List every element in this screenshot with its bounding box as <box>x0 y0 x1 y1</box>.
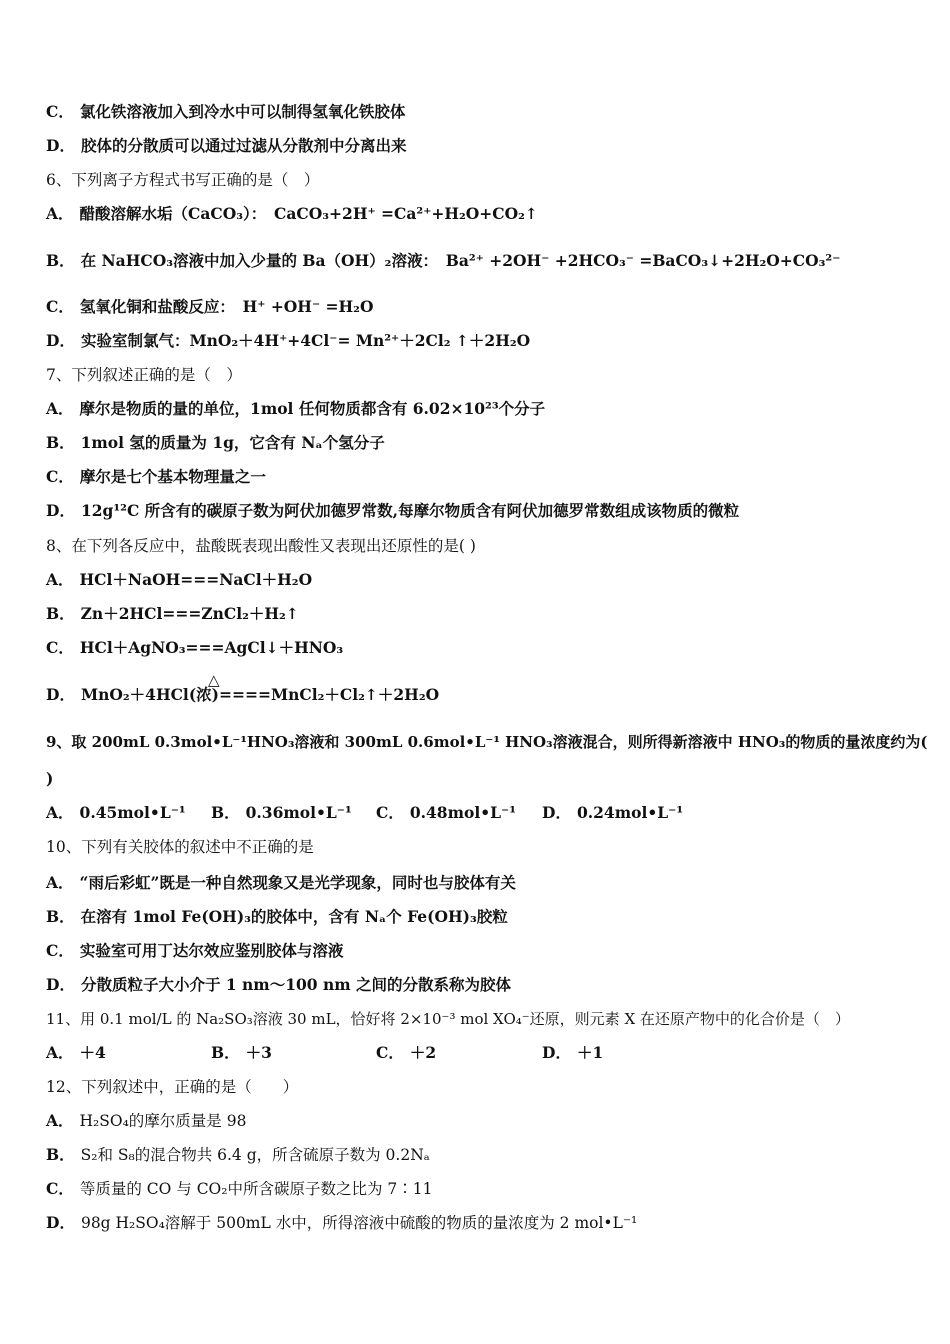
option-text: ＋1 <box>576 1043 604 1062</box>
option-text: “雨后彩虹”既是一种自然现象又是光学现象，同时也与胶体有关 <box>79 873 516 892</box>
q9-stem-end: ) <box>46 769 54 788</box>
option-label: C． <box>46 297 74 316</box>
option-label: B． <box>211 803 240 822</box>
option-label: D． <box>46 975 75 994</box>
option-label: B． <box>46 907 75 926</box>
option-label: C． <box>376 1043 404 1062</box>
option-text: 胶体的分散质可以通过过滤从分散剂中分离出来 <box>80 136 407 155</box>
q11-option-d <box>542 1043 603 1063</box>
option-label: D． <box>46 1213 75 1232</box>
q6-option-d <box>46 331 530 351</box>
heat-condition-symbol: △ <box>208 671 220 689</box>
q8-stem: 8、在下列各反应中，盐酸既表现出酸性又表现出还原性的是( ) <box>46 537 476 555</box>
option-label: C． <box>46 941 74 960</box>
q5-option-d <box>46 136 406 156</box>
option-text: H₂SO₄的摩尔质量是 98 <box>79 1112 247 1130</box>
q12-option-c <box>46 1179 433 1199</box>
q7-option-a <box>46 399 545 419</box>
option-label: D． <box>542 803 571 822</box>
q10-stem: 10、下列有关胶体的叙述中不正确的是 <box>46 838 314 856</box>
q5-option-c <box>46 102 405 122</box>
option-label: C． <box>46 638 74 657</box>
option-text: S₂和 S₈的混合物共 6.4 g，所含硫原子数为 0.2Nₐ <box>80 1146 430 1164</box>
q9-option-b <box>211 803 352 823</box>
option-label: B． <box>46 251 75 270</box>
option-text: 摩尔是七个基本物理量之一 <box>79 467 266 486</box>
q9-stem: 9、取 200mL 0.3mol•L⁻¹HNO₃溶液和 300mL 0.6mol•L⁻¹ HNO₃溶液混合，则所得新溶液中 HNO₃的物质的量浓度约为( <box>46 733 928 751</box>
option-label: D． <box>46 501 75 520</box>
option-text: 0.45mol•L⁻¹ <box>79 803 186 822</box>
option-text: 分散质粒子大小介于 1 nm～100 nm 之间的分散系称为胶体 <box>80 975 512 994</box>
option-text: 实验室制氯气：MnO₂＋4H⁺+4Cl⁻= Mn²⁺＋2Cl₂ ↑＋2H₂O <box>80 331 531 350</box>
option-label: A． <box>46 570 74 589</box>
option-label: A． <box>46 204 74 223</box>
option-label: B． <box>46 433 75 452</box>
q10-option-b <box>46 907 508 927</box>
q7-option-b <box>46 433 385 453</box>
option-label: D． <box>46 331 75 350</box>
option-text: 1mol 氢的质量为 1g，它含有 Nₐ个氢分子 <box>80 433 385 452</box>
q6-option-b <box>46 251 840 271</box>
option-text: 氢氧化铜和盐酸反应： H⁺ +OH⁻ =H₂O <box>79 297 374 316</box>
option-text: MnO₂＋4HCl(浓)====MnCl₂＋Cl₂↑＋2H₂O <box>80 685 440 704</box>
option-label: B． <box>211 1043 240 1062</box>
q8-option-d <box>46 685 439 705</box>
option-text: ＋3 <box>245 1043 272 1062</box>
q6-option-a <box>46 204 538 224</box>
option-text: 98g H₂SO₄溶解于 500mL 水中，所得溶液中硫酸的物质的量浓度为 2 mol•L⁻¹ <box>80 1214 638 1232</box>
option-label: A． <box>46 399 74 418</box>
q10-option-c <box>46 941 343 961</box>
option-label: A． <box>46 873 74 892</box>
option-text: 0.24mol•L⁻¹ <box>576 803 684 822</box>
option-label: D． <box>46 685 75 704</box>
option-text: 12g¹²C 所含有的碳原子数为阿伏加德罗常数,每摩尔物质含有阿伏加德罗常数组成该物质的微粒 <box>80 501 740 520</box>
option-label: A． <box>46 803 74 822</box>
option-text: 在溶有 1mol Fe(OH)₃的胶体中，含有 Nₐ个 Fe(OH)₃胶粒 <box>80 907 508 926</box>
option-text: HCl＋NaOH===NaCl＋H₂O <box>79 570 313 589</box>
option-text: 等质量的 CO 与 CO₂中所含碳原子数之比为 7∶11 <box>79 1180 433 1198</box>
q10-option-d <box>46 975 511 995</box>
q6-stem: 6、下列离子方程式书写正确的是（ ） <box>46 171 320 189</box>
q11-option-a <box>46 1043 106 1063</box>
option-text: 在 NaHCO₃溶液中加入少量的 Ba（OH）₂溶液： Ba²⁺ +2OH⁻ +2HCO₃⁻ =BaCO₃↓+2H₂O+CO₃²⁻ <box>80 251 841 270</box>
q12-option-b <box>46 1145 430 1165</box>
q11-stem: 11、用 0.1 mol/L 的 Na₂SO₃溶液 30 mL，恰好将 2×10⁻³ mol XO₄⁻还原，则元素 X 在还原产物中的化合价是（ ） <box>46 1010 850 1028</box>
q9-option-c <box>376 803 516 823</box>
option-text: ＋4 <box>79 1043 106 1062</box>
option-label: D． <box>542 1043 571 1062</box>
option-label: C． <box>46 102 74 121</box>
q10-option-a <box>46 873 516 893</box>
option-text: 氯化铁溶液加入到冷水中可以制得氢氧化铁胶体 <box>79 102 406 121</box>
q9-option-d <box>542 803 683 823</box>
q8-option-b <box>46 604 299 624</box>
q7-stem: 7、下列叙述正确的是（ ） <box>46 366 242 384</box>
q6-option-c <box>46 297 373 317</box>
option-label: B． <box>46 604 75 623</box>
option-text: 摩尔是物质的量的单位，1mol 任何物质都含有 6.02×10²³个分子 <box>79 399 546 418</box>
q11-option-b <box>211 1043 272 1063</box>
option-label: D． <box>46 136 75 155</box>
option-label: C． <box>376 803 404 822</box>
option-label: C． <box>46 467 74 486</box>
option-text: HCl＋AgNO₃===AgCl↓＋HNO₃ <box>79 638 344 657</box>
q7-option-c <box>46 467 266 487</box>
option-text: 实验室可用丁达尔效应鉴别胶体与溶液 <box>79 941 344 960</box>
q8-option-a <box>46 570 312 590</box>
q11-option-c <box>376 1043 436 1063</box>
option-label: B． <box>46 1145 75 1164</box>
q12-option-d <box>46 1213 637 1233</box>
option-label: C． <box>46 1179 74 1198</box>
option-label: A． <box>46 1043 74 1062</box>
option-text: 0.36mol•L⁻¹ <box>245 803 352 822</box>
q7-option-d <box>46 501 739 521</box>
option-text: 0.48mol•L⁻¹ <box>409 803 516 822</box>
option-text: 醋酸溶解水垢（CaCO₃）： CaCO₃+2H⁺ =Ca²⁺+H₂O+CO₂↑ <box>79 204 538 223</box>
q8-option-c <box>46 638 343 658</box>
option-text: ＋2 <box>409 1043 437 1062</box>
q12-stem: 12、下列叙述中，正确的是（ ） <box>46 1078 299 1096</box>
option-text: Zn＋2HCl===ZnCl₂＋H₂↑ <box>80 604 299 623</box>
q9-option-a <box>46 803 186 823</box>
q12-option-a <box>46 1111 246 1131</box>
option-label: A． <box>46 1111 74 1130</box>
